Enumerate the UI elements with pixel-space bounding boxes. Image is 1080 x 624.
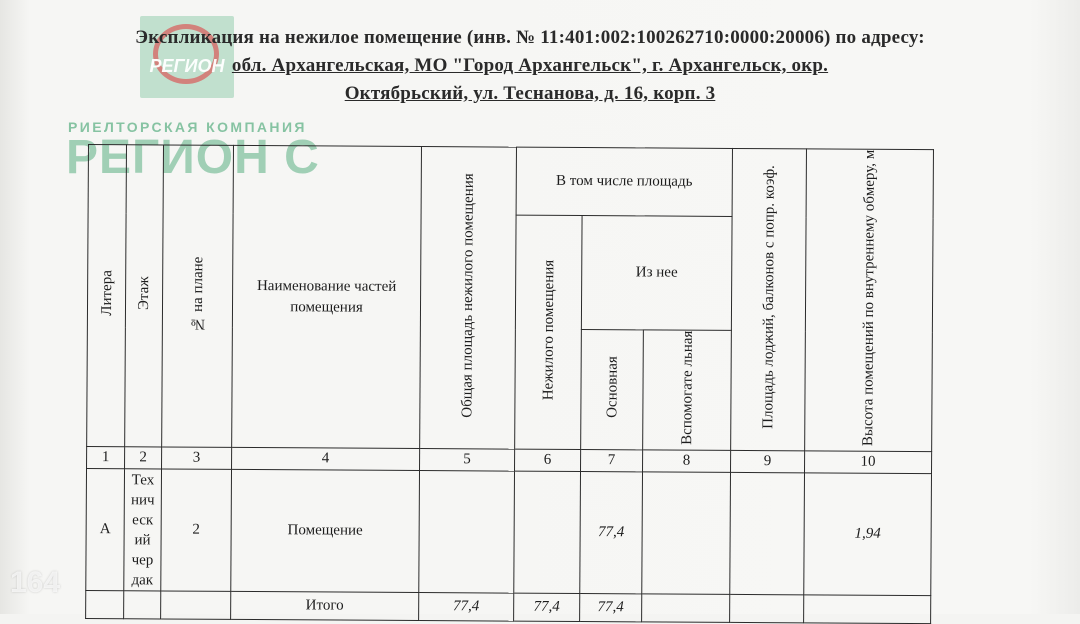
logo-text: РЕГИОН: [149, 56, 225, 76]
row-litera: А: [86, 469, 125, 591]
col-num-5: 5: [420, 449, 515, 472]
table-row: [86, 469, 932, 596]
header-main: Основная: [581, 330, 644, 451]
explication-table: [85, 144, 934, 624]
header-including: В том числе площадь: [516, 147, 732, 216]
address-line-3: Октябрьский, ул. Теснанова, д. 16, корп. 3: [344, 83, 716, 104]
header-name: Наименование частей помещения: [232, 145, 422, 448]
watermark-corner-number: 164: [10, 566, 61, 599]
header-total-area: Общая площадь нежилого помещения: [420, 147, 517, 450]
col-num-3: 3: [162, 447, 232, 469]
row-name: Помещение: [231, 470, 420, 593]
row-floor: Тех нич еск ий чер дак: [124, 469, 162, 591]
total-row: [86, 591, 931, 624]
col-num-2: 2: [125, 447, 162, 469]
watermark-company-label: РИЕЛТОРСКАЯ КОМПАНИЯ: [68, 119, 307, 135]
col-num-8: 8: [643, 450, 731, 473]
col-num-1: 1: [87, 447, 125, 469]
total-label: Итого: [231, 592, 419, 621]
watermark-company-name: РЕГИОН С: [66, 131, 320, 184]
address-line-2: обл. Архангельская, МО "Город Архангельск", г. Архангельск, окр.: [231, 55, 829, 76]
col-num-10: 10: [805, 451, 932, 474]
row-height: 1,94: [804, 473, 932, 596]
header-floor: Этаж: [125, 145, 164, 448]
row-main-area: 77,4: [580, 472, 643, 594]
col-num-6: 6: [515, 449, 581, 471]
document-title: [80, 24, 980, 108]
total-nonresidential: 77,4: [514, 593, 580, 621]
header-loggia: Площадь лоджий, балконов с попр. коэф.: [731, 148, 807, 451]
row-plan-no: 2: [161, 469, 232, 591]
header-nonresidential: Нежилого помещения: [515, 215, 582, 450]
header-auxiliary: Вспомогате льная: [643, 330, 732, 451]
col-num-9: 9: [731, 451, 805, 473]
title-line-1: Экспликация на нежилое помещение (инв. № 11:401:002:100262710:0000:20006) по адресу:: [135, 27, 925, 48]
header-plan-no: № на плане: [162, 145, 234, 448]
header-height: Высота помещений по внутреннему обмеру, м: [805, 149, 934, 452]
total-main: 77,4: [580, 594, 642, 622]
row-auxiliary: [642, 472, 731, 595]
total-area: 77,4: [419, 593, 514, 622]
header-of-it: Из нее: [581, 216, 732, 331]
col-num-7: 7: [581, 450, 643, 472]
row-nonresidential: [514, 471, 581, 593]
row-total-area: [419, 471, 515, 594]
row-loggia: [730, 473, 805, 595]
col-num-4: 4: [232, 448, 420, 471]
header-litera: Литера: [87, 145, 127, 448]
